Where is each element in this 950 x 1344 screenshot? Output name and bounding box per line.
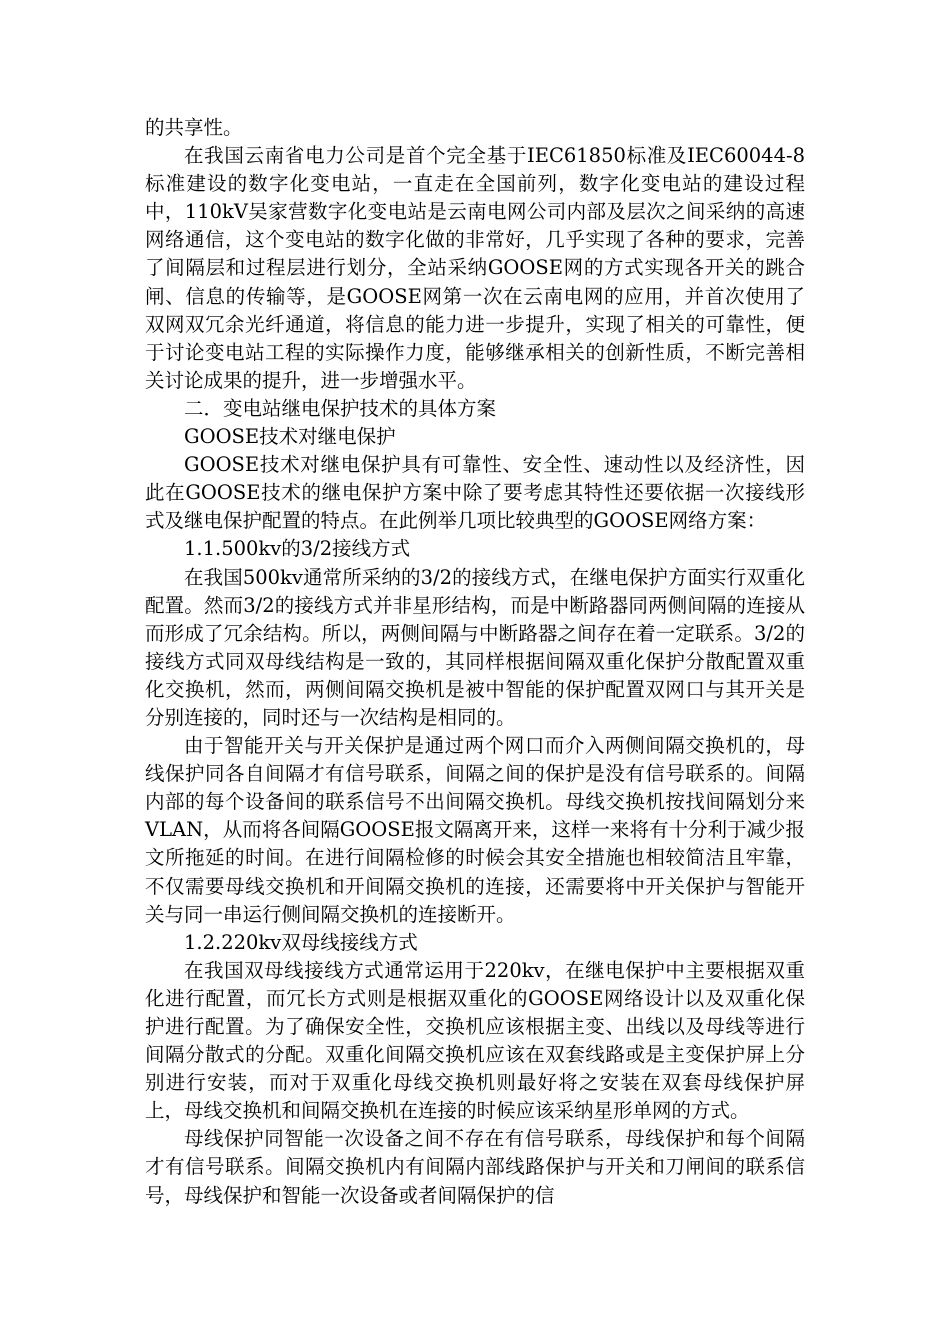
paragraph-busbar-protection: 母线保护同智能一次设备之间不存在有信号联系，母线保护和每个间隔才有信号联系。间隔交换机内有间隔内部线路保护与开关和刀闸间的联系信号，母线保护和智能一次设备或者间隔保护的信 [145, 1127, 805, 1207]
subheading-220kv: 1.2.220kv双母线接线方式 [184, 930, 418, 954]
paragraph-yunnan-substation: 在我国云南省电力公司是首个完全基于IEC61850标准及IEC60044-8标准建设的数字化变电站，一直走在全国前列，数字化变电站的建设过程中，110kV吴家营数字化变电站是云南电网公司内部及层次之间采纳的高速网络通信，这个变电站的数字化做的非常好，几乎实现了各种的要求，完善了间隔层和过程层进行划分，全站采纳GOOSE网的方式实现各开关的跳合闸、信息的传输等，是GOOSE网第一次在云南电网的应用，并首次使用了双网双冗余光纤通道，将信息的能力进一步提升，实现了相关的可靠性，便于讨论变电站工程的实际操作力度，能够继承相关的创新性质，不断完善相关讨论成果的提升，进一步增强水平。 [145, 144, 805, 392]
continuation-text: 的共享性。 [145, 116, 243, 139]
section-heading: 二．变电站继电保护技术的具体方案 [184, 396, 497, 420]
paragraph-220kv-config: 在我国双母线接线方式通常运用于220kv，在继电保护中主要根据双重化进行配置，而冗长方式则是根据双重化的GOOSE网络设计以及双重化保护进行配置。为了确保安全性，交换机应该根据主变、出线以及母线等进行间隔分散式的分配。双重化间隔交换机应该在双套线路或是主变保护屏上分别进行安装，而对于双重化母线交换机则最好将之安装在双套母线保护屏上，母线交换机和间隔交换机在连接的时候应该采纳星形单网的方式。 [145, 958, 805, 1123]
paragraph-smart-switch: 由于智能开关与开关保护是通过两个网口而介入两侧间隔交换机的，母线保护同各自间隔才有信号联系，间隔之间的保护是没有信号联系的。间隔内部的每个设备间的联系信号不出间隔交换机。母线交换机按找间隔划分来VLAN，从而将各间隔GOOSE报文隔离开来，这样一来将有十分利于减少报文所拖延的时间。在进行间隔检修的时候会其安全措施也相较简洁且牢靠，不仅需要母线交换机和开间隔交换机的连接，还需要将中开关保护与智能开关与同一串运行侧间隔交换机的连接断开。 [145, 734, 805, 926]
paragraph-500kv-config: 在我国500kv通常所采纳的3/2的接线方式，在继电保护方面实行双重化配置。然而3/2的接线方式并非星形结构，而是中断路器同两侧间隔的连接从而形成了冗余结构。所以，两侧间隔与中断路器之间存在着一定联系。3/2的接线方式同双母线结构是一致的，其同样根据间隔双重化保护分散配置双重化交换机，然而，两侧间隔交换机是被中智能的保护配置双网口与其开关是分别连接的，同时还与一次结构是相同的。 [145, 565, 805, 729]
subheading-goose: GOOSE技术对继电保护 [184, 425, 396, 449]
subheading-500kv: 1.1.500kv的3/2接线方式 [184, 537, 411, 561]
paragraph-goose-protection: GOOSE技术对继电保护具有可靠性、安全性、速动性以及经济性，因此在GOOSE技术的继电保护方案中除了要考虑其特性还要依据一次接线形式及继电保护配置的特点。在此例举几项比较典型的GOOSE网络方案： [145, 453, 805, 533]
document-page [145, 114, 805, 1210]
